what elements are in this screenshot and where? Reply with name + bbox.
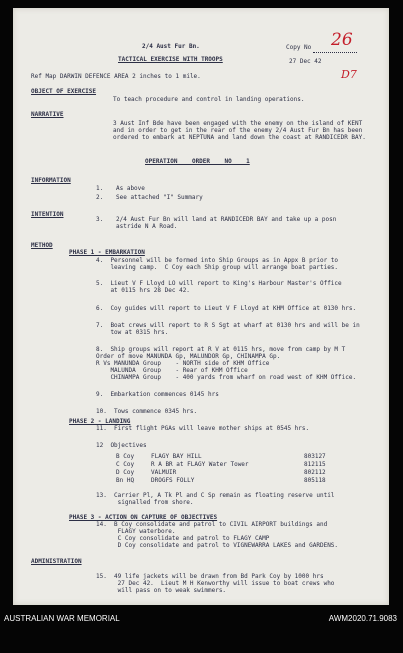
narrative-heading: NARRATIVE <box>31 111 64 118</box>
method-item: 5. Lieut V F Lloyd LO will report to King's Harbour Master's Office <box>96 280 342 287</box>
intention-heading: INTENTION <box>31 211 64 218</box>
method-item: 10. Tows commence 0345 hrs. <box>96 408 198 415</box>
objective-ref: 812115 <box>304 461 326 468</box>
copy-label: Copy No <box>286 44 312 51</box>
objective-unit: B Coy <box>116 453 135 460</box>
copy-line <box>313 52 357 53</box>
footer-archive-name: AUSTRALIAN WAR MEMORIAL <box>4 614 120 623</box>
object-heading: OBJECT OF EXERCISE <box>31 88 97 95</box>
objective-unit: D Coy <box>116 469 135 476</box>
method-item: Order of move MANUNDA Gp, MALUNDOR Gp, CHINAMPA Gp. <box>96 353 281 360</box>
method-item: 14. B Coy consolidate and patrol to CIVIL AIRPORT buildings and <box>96 521 328 528</box>
method-item: C Coy consolidate and patrol to FLAGY CAMP <box>96 535 270 542</box>
narrative-line: ordered to embark at NEPTUNA and land down the coast at RANDICEDR BAY. <box>113 134 366 141</box>
objective-unit: C Coy <box>116 461 135 468</box>
objective-ref: 802112 <box>304 469 326 476</box>
method-item: 8. Ship groups will report at R V at 0115 hrs, move from camp by M T <box>96 346 346 353</box>
document-page <box>13 8 389 605</box>
method-item: signalled from shore. <box>96 499 194 506</box>
method-item: 11. First flight PGAs will leave mother ships at 0545 hrs. <box>96 425 310 432</box>
exercise-title: TACTICAL EXERCISE WITH TROOPS <box>118 56 223 63</box>
objective-place: FLAGY BAY HILL <box>151 453 202 460</box>
method-item: 9. Embarkation commences 0145 hrs <box>96 391 219 398</box>
method-item: FLAGY waterbore. <box>96 528 176 535</box>
phase1-heading: PHASE 1 - EMBARKATION <box>69 249 145 256</box>
method-item: leaving camp. C Coy each Ship group will arrange boat parties. <box>96 264 339 271</box>
intention-line: 2/4 Aust Fur Bn will land at RANDICEDR BAY and take up a posn <box>116 216 337 223</box>
information-num: 1. <box>96 185 104 192</box>
method-item: tow at 0315 hrs. <box>96 329 169 336</box>
reference-code: D7 <box>341 68 357 81</box>
method-item: R Vs MANUNDA Group - NORTH side of KHM Office <box>96 360 270 367</box>
information-text: As above <box>116 185 145 192</box>
method-item: at 0115 hrs 28 Dec 42. <box>96 287 190 294</box>
method-item: 4. Personnel will be formed into Ship Groups as in Appx B prior to <box>96 257 339 264</box>
method-item: MALUNDA Group - Rear of KHM Office <box>96 367 248 374</box>
phase3-heading: PHASE 3 - ACTION ON CAPTURE OF OBJECTIVES <box>69 514 218 521</box>
method-item: 6. Coy guides will report to Lieut V F Lloyd at KHM Office at 0130 hrs. <box>96 305 357 312</box>
objective-ref: 803127 <box>304 453 326 460</box>
objective-place: VALMUIR <box>151 469 177 476</box>
administration-heading: ADMINISTRATION <box>31 558 82 565</box>
objective-place: R A BR at FLAGY Water Tower <box>151 461 249 468</box>
information-num: 2. <box>96 194 104 201</box>
copy-number: 26 <box>331 30 353 50</box>
method-item: CHINAMPA Group - 400 yards from wharf on road west of KHM Office. <box>96 374 357 381</box>
unit-title: 2/4 Aust Fur Bn. <box>142 43 200 50</box>
objective-place: DROGFS FOLLY <box>151 477 195 484</box>
intention-line: astride N A Road. <box>116 223 178 230</box>
object-text: To teach procedure and control in landing operations. <box>113 96 305 103</box>
narrative-line: 3 Aust Inf Bde have been engaged with the enemy on the island of KENT <box>113 120 363 127</box>
phase2-heading: PHASE 2 - LANDING <box>69 418 131 425</box>
method-heading: METHOD <box>31 242 53 249</box>
narrative-line: and in order to get in the rear of the enemy 2/4 Aust Fur Bn has been <box>113 127 363 134</box>
objective-unit: Bn HQ <box>116 477 135 484</box>
information-heading: INFORMATION <box>31 177 71 184</box>
admin-item: 15. 49 life jackets will be drawn from Bd Park Coy by 1000 hrs <box>96 573 324 580</box>
admin-item: 27 Dec 42. Lieut M H Kenworthy will issue to boat crews who <box>96 580 335 587</box>
admin-item: will pass on to weak swimmers. <box>96 587 227 594</box>
method-item: D Coy consolidate and patrol to VIGNEWARRA LAKES and GARDENS. <box>96 542 339 549</box>
method-item: 7. Boat crews will report to R S Sgt at wharf at 0130 hrs and will be in <box>96 322 360 329</box>
order-date: 27 Dec 42 <box>289 58 322 65</box>
reference-map: Ref Map DARWIN DEFENCE AREA 2 inches to 1 mile. <box>31 73 201 80</box>
footer-accession-number: AWM2020.71.9083 <box>328 614 397 623</box>
method-item: 13. Carrier Pl, A Tk Pl and C Sp remain as floating reserve until <box>96 492 335 499</box>
intention-num: 3. <box>96 216 104 223</box>
information-text: See attached "I" Summary <box>116 194 203 201</box>
operation-order-title: OPERATION ORDER NO 1 <box>145 158 250 165</box>
objectives-label: 12 Objectives <box>96 442 147 449</box>
objective-ref: 805118 <box>304 477 326 484</box>
